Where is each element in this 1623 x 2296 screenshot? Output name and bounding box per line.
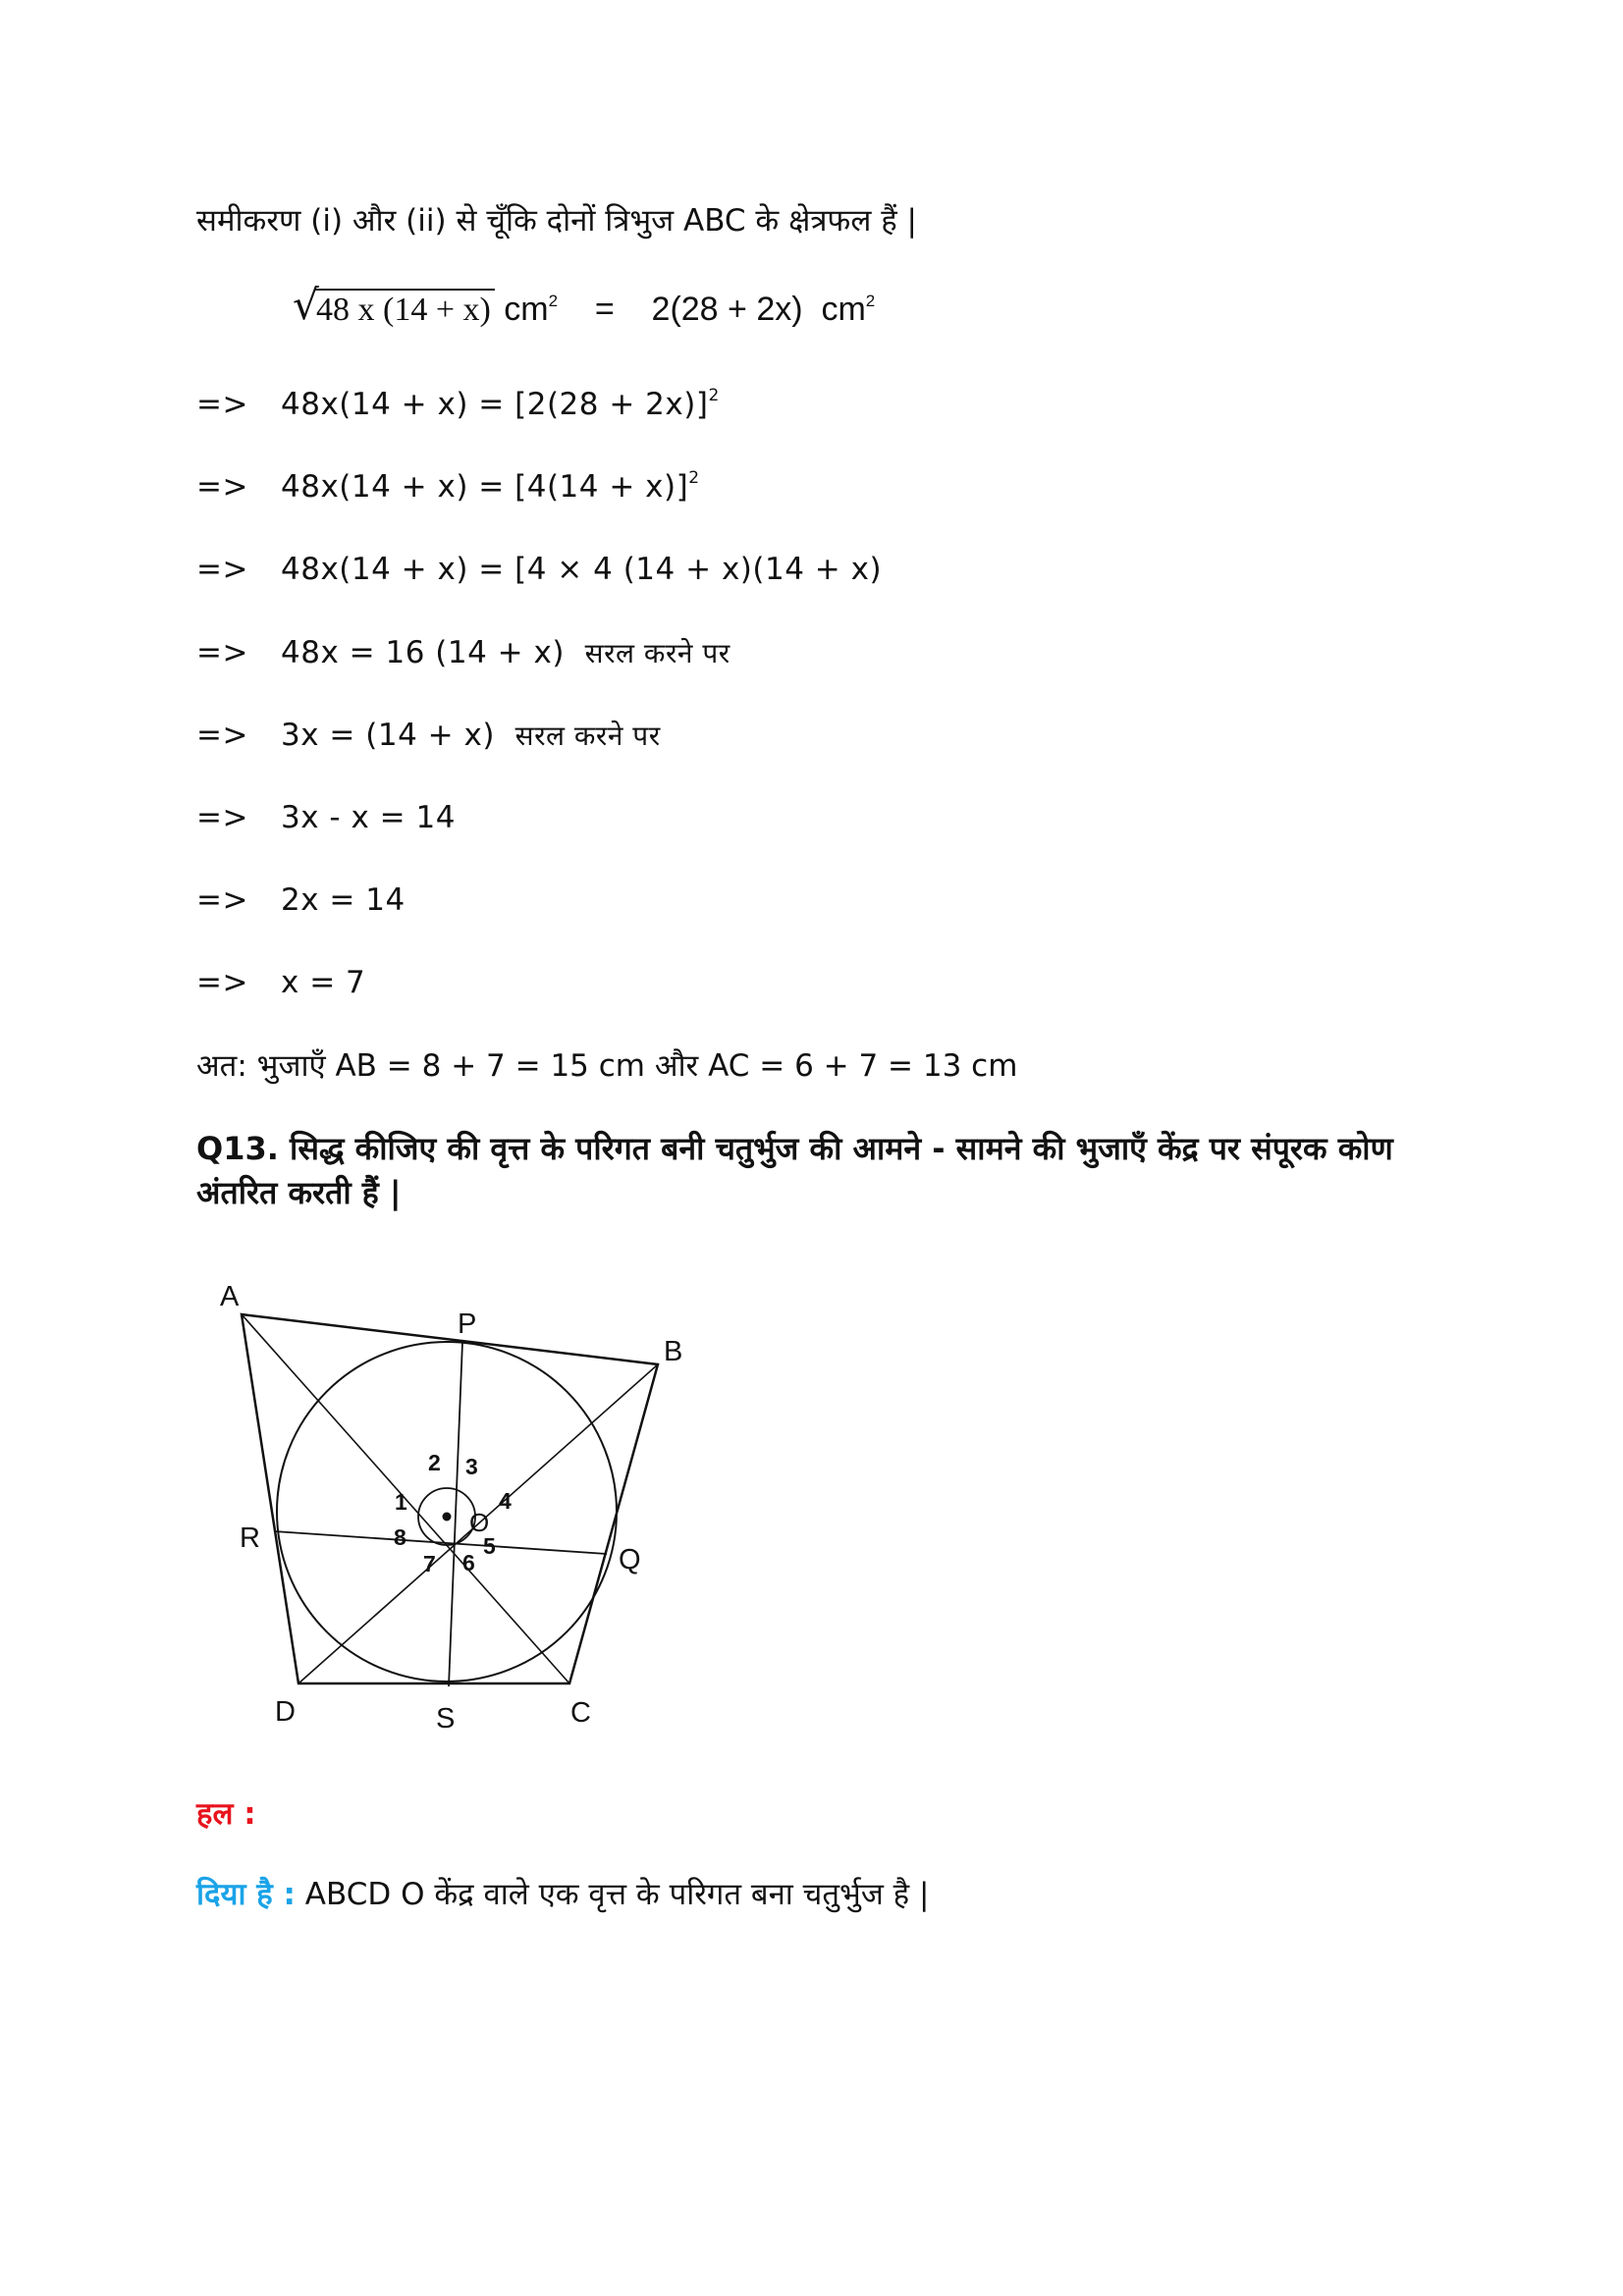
tangential-quadrilateral-figure <box>196 1266 707 1757</box>
step-exponent: 2 <box>708 386 720 405</box>
question-number: Q13. <box>196 1130 279 1167</box>
angle-8: 8 <box>394 1524 406 1550</box>
vertex-b: B <box>664 1336 683 1367</box>
step-note: सरल करने पर <box>584 637 730 669</box>
point-q: Q <box>619 1544 641 1575</box>
step-7 <box>196 881 406 920</box>
step-5 <box>196 716 661 756</box>
point-r: R <box>240 1522 260 1554</box>
line-po-s <box>449 1342 462 1686</box>
center-o: O <box>469 1508 490 1537</box>
vertex-a: A <box>220 1281 240 1312</box>
point-s: S <box>436 1703 456 1735</box>
step-expression: 3x = (14 + x) <box>281 718 495 753</box>
solution-label: हल : <box>196 1796 256 1832</box>
step-exponent: 2 <box>688 468 700 488</box>
step-6 <box>196 798 456 837</box>
rhs-exponent: 2 <box>865 292 876 310</box>
implies-arrow: => <box>196 387 248 422</box>
implies-arrow: => <box>196 965 248 1000</box>
center-point <box>443 1513 451 1521</box>
implies-arrow: => <box>196 882 248 918</box>
step-1 <box>196 385 720 424</box>
radicand: 48 x (14 + x) <box>314 289 495 330</box>
angle-5: 5 <box>483 1533 496 1559</box>
equals-sign: = <box>594 291 615 328</box>
implies-arrow: => <box>196 718 248 753</box>
step-8 <box>196 963 365 1002</box>
step-expression: x = 7 <box>281 965 366 1000</box>
radical-sign-icon: √ <box>293 281 319 329</box>
lhs-exponent: 2 <box>548 292 559 310</box>
rhs-unit: cm <box>821 291 866 328</box>
step-4 <box>196 633 730 673</box>
step-expression: 48x(14 + x) = [2(28 + 2x)] <box>281 387 709 422</box>
implies-arrow: => <box>196 552 248 587</box>
implies-arrow: => <box>196 635 248 670</box>
step-expression: 2x = 14 <box>281 882 406 918</box>
conclusion-line: अत: भुजाएँ AB = 8 + 7 = 15 cm और AC = 6 + 7 = 13 cm <box>196 1048 1018 1084</box>
given-line <box>196 1875 929 1914</box>
rhs-expression: 2(28 + 2x) <box>651 291 803 328</box>
quadrilateral-abcd <box>242 1314 658 1683</box>
angle-2: 2 <box>428 1450 441 1475</box>
given-label: दिया है : <box>196 1877 296 1912</box>
point-p: P <box>458 1308 477 1340</box>
area-equation <box>293 281 876 334</box>
intro-line: समीकरण (i) और (ii) से चूँकि दोनों त्रिभुज ABC के क्षेत्रफल हैं | <box>196 203 917 239</box>
question-heading <box>196 1127 1473 1215</box>
vertex-d: D <box>275 1696 296 1728</box>
implies-arrow: => <box>196 800 248 835</box>
step-expression: 48x(14 + x) = [4 × 4 (14 + x)(14 + x) <box>281 552 883 587</box>
step-expression: 48x = 16 (14 + x) <box>281 635 565 670</box>
question-text: सिद्ध कीजिए की वृत्त के परिगत बनी चतुर्भुज की आमने - सामने की भुजाएँ केंद्र पर संपूरक कोण अंतरित करती हैं | <box>196 1130 1393 1211</box>
angle-6: 6 <box>462 1550 475 1575</box>
implies-arrow: => <box>196 469 248 505</box>
angle-7: 7 <box>423 1551 436 1576</box>
step-expression: 3x - x = 14 <box>281 800 456 835</box>
step-2 <box>196 467 700 507</box>
incircle <box>277 1342 617 1682</box>
angle-1: 1 <box>395 1489 407 1515</box>
lhs-unit: cm <box>504 291 549 328</box>
line-ro-q <box>274 1531 607 1554</box>
step-expression: 48x(14 + x) = [4(14 + x)] <box>281 469 689 505</box>
step-note: सरल करने पर <box>514 720 661 752</box>
angle-3: 3 <box>465 1454 478 1479</box>
square-root <box>293 281 495 334</box>
angle-4: 4 <box>499 1488 512 1514</box>
vertex-c: C <box>570 1697 591 1729</box>
step-3 <box>196 550 882 589</box>
given-text: ABCD O केंद्र वाले एक वृत्त के परिगत बना चतुर्भुज है | <box>295 1877 930 1912</box>
